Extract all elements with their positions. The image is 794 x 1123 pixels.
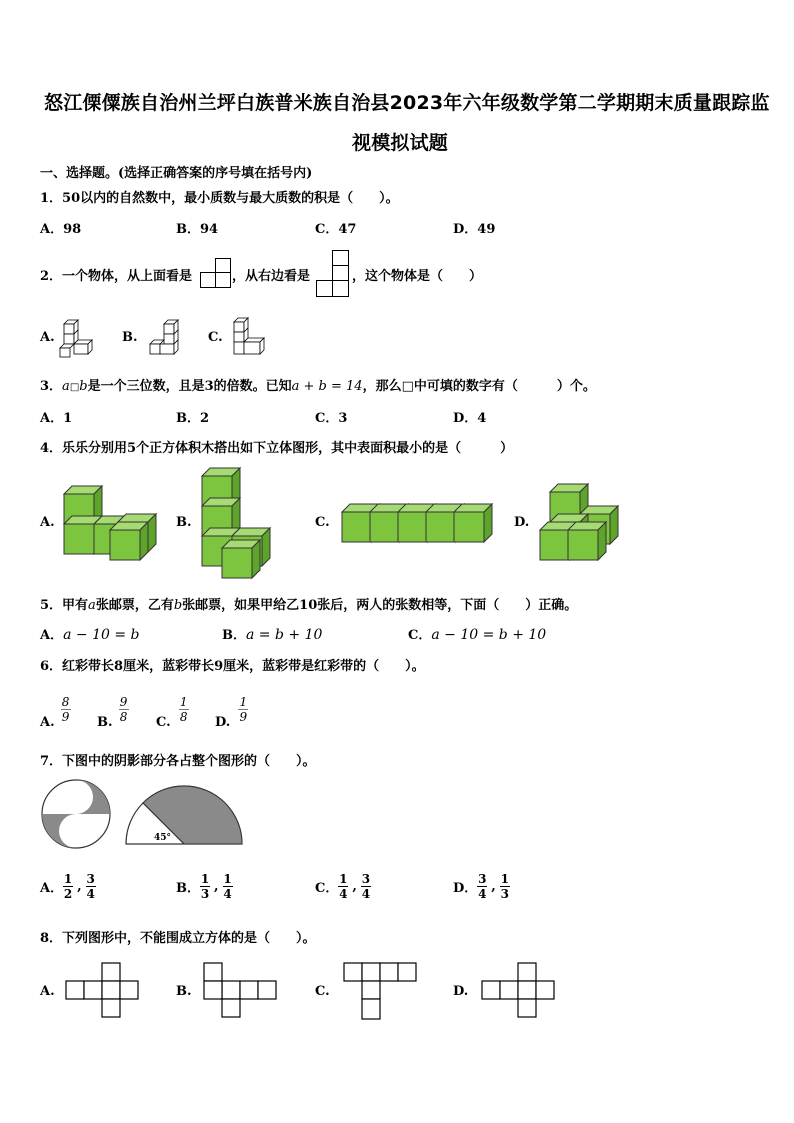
q6-c-den: 8 (179, 710, 188, 724)
q2-option-c[interactable]: C. (208, 330, 223, 345)
q8-option-c[interactable]: C. (315, 984, 330, 999)
q3-var-b: b (79, 379, 88, 394)
q7-d-f2n: 1 (500, 871, 509, 886)
q8-option-a[interactable]: A. (40, 984, 55, 999)
q1-option-c[interactable]: C．47 (315, 222, 357, 237)
q4-option-a[interactable]: A. (40, 515, 55, 530)
q6-option-a-fraction (61, 695, 71, 724)
q6-option-c[interactable] (156, 690, 189, 730)
q3-option-a[interactable]: A．1 (40, 411, 73, 426)
question-7: 7．下图中的阴影部分各占整个图形的（ ）。 (40, 754, 316, 769)
question-5 (40, 594, 577, 613)
q6-option-a-label: A. (40, 715, 55, 730)
q7-a-frac2 (86, 872, 96, 901)
q7-option-a-label: A． (40, 880, 64, 896)
q2-option-a-figure (60, 318, 96, 358)
q7-yin-yang-circle-figure (40, 778, 112, 850)
q5-option-b[interactable] (222, 624, 322, 643)
q7-b-f2d: 4 (223, 886, 232, 901)
q2-option-b-figure (146, 318, 182, 358)
question-4: 4．乐乐分别用5个正方体积木搭出如下立体图形，其中表面积最小的是（ ） (40, 441, 514, 456)
page-title-line2: 视模拟试题 (352, 132, 449, 154)
question-2-part3: ，这个物体是（ ） (352, 269, 483, 284)
q6-c-num: 1 (179, 695, 188, 709)
q6-option-b-label: B. (97, 715, 113, 730)
question-1: 1．50以内的自然数中，最小质数与最大质数的积是（ ）。 (40, 191, 399, 206)
q3-box: □ (69, 382, 80, 393)
top-view-figure (200, 258, 232, 288)
q7-b-f1d: 3 (200, 886, 210, 901)
q5-option-a-expr: a − 10 = b (63, 627, 140, 643)
q3-equation: a + b = 14 (291, 379, 363, 394)
q7-semicircle-figure (124, 782, 244, 846)
q6-d-num: 1 (239, 695, 248, 709)
q1-option-b[interactable]: B．94 (176, 222, 219, 237)
q3-prefix: 3． (40, 379, 63, 394)
section-heading: 一、选择题。(选择正确答案的序号填在括号内) (40, 166, 313, 181)
q7-option-b[interactable]: B． $\frac{1}{3}$ , $\frac{1}{4}$ (176, 871, 232, 901)
q6-option-c-fraction (179, 695, 189, 724)
q8-option-d[interactable]: D. (453, 984, 469, 999)
q6-d-den: 9 (239, 710, 248, 724)
q7-option-b-label: B． (176, 880, 200, 896)
q5-part1: 5．甲有 (40, 598, 89, 613)
q6-option-c-label: C. (156, 715, 171, 730)
q6-b-num: 9 (119, 695, 128, 709)
q6-option-a[interactable] (40, 690, 71, 730)
q7-d-f1n: 3 (478, 871, 487, 886)
q8-option-b-net (202, 962, 282, 1020)
q7-option-c[interactable]: C． $\frac{1}{4}$ , $\frac{3}{4}$ (315, 871, 371, 901)
q1-option-d[interactable]: D．49 (453, 222, 496, 237)
q3-option-b[interactable]: B．2 (176, 411, 210, 426)
question-2-part2: ，从右边看是 (232, 269, 311, 284)
q6-option-b-fraction (119, 695, 129, 724)
q5-option-c[interactable] (408, 624, 546, 643)
q2-option-b[interactable]: B. (122, 330, 138, 345)
q8-option-a-net (66, 962, 146, 1020)
q1-option-a[interactable]: A．98 (40, 222, 82, 237)
q4-option-b-figure (200, 468, 278, 584)
q7-b-f1n: 1 (200, 871, 210, 886)
q7-c-f1n: 1 (339, 871, 348, 886)
q7-d-frac1 (477, 872, 487, 901)
q7-option-d-label: D． (453, 880, 478, 896)
q7-d-f2d: 3 (500, 886, 509, 901)
question-2-part1: 2．一个物体，从上面看是 (40, 269, 193, 284)
q4-option-c[interactable]: C. (315, 515, 330, 530)
q4-option-d-figure (540, 484, 618, 564)
q2-option-a[interactable]: A. (40, 330, 55, 345)
q7-a-f2d: 4 (86, 886, 95, 901)
q7-b-frac2 (223, 872, 233, 901)
q7-option-d[interactable]: D． $\frac{3}{4}$ , $\frac{1}{3}$ (453, 871, 509, 901)
q7-d-frac2 (500, 872, 510, 901)
q7-d-f1d: 4 (478, 886, 487, 901)
q5-option-a[interactable] (40, 624, 139, 643)
q5-part2: 张邮票，乙有 (95, 598, 174, 613)
question-6: 6．红彩带长8厘米，蓝彩带长9厘米，蓝彩带是红彩带的（ ）。 (40, 659, 425, 674)
q3-option-d[interactable]: D．4 (453, 411, 487, 426)
q5-option-c-label: C． (408, 628, 432, 643)
q6-option-d-fraction (238, 695, 248, 724)
q7-c-f2n: 3 (361, 871, 371, 886)
q6-option-d-label: D. (215, 715, 231, 730)
q5-option-b-label: B． (222, 628, 246, 643)
question-8: 8．下列图形中，不能围成立方体的是（ ）。 (40, 931, 316, 946)
q7-c-f2d: 4 (361, 886, 371, 901)
q6-a-num: 8 (61, 695, 70, 709)
q5-var-a: a (88, 598, 96, 613)
page-title-line1: 怒江傈僳族自治州兰坪白族普米族自治县2023年六年级数学第二学期期末质量跟踪监 (44, 92, 770, 114)
question-3 (40, 375, 596, 394)
q7-angle-label: 45° (154, 833, 172, 843)
q8-option-c-net (342, 962, 422, 1022)
q3-option-c[interactable]: C．3 (315, 411, 348, 426)
q3-var-a: a (62, 379, 70, 394)
right-view-figure (316, 250, 350, 298)
q7-option-a[interactable]: A． $\frac{1}{2}$ , $\frac{3}{4}$ (40, 871, 95, 901)
q8-option-b[interactable]: B. (176, 984, 192, 999)
q6-a-den: 9 (61, 710, 70, 724)
q6-option-d[interactable] (215, 690, 248, 730)
q7-c-f1d: 4 (339, 886, 348, 901)
q8-option-d-net (480, 962, 560, 1020)
q3-suffix: ，那么□中可填的数字有（ ）个。 (362, 379, 596, 394)
q4-option-d[interactable]: D. (514, 515, 530, 530)
q2-option-c-figure (230, 316, 268, 358)
q5-var-b: b (173, 598, 183, 613)
q5-option-c-expr: a − 10 = b + 10 (431, 627, 547, 643)
q7-c-frac1 (338, 872, 348, 901)
q7-b-frac1 (200, 872, 210, 901)
q7-a-f2n: 3 (86, 871, 95, 886)
q4-option-b[interactable]: B. (176, 515, 192, 530)
q7-option-c-label: C． (315, 880, 339, 896)
q5-option-b-expr: a = b + 10 (246, 627, 323, 643)
q6-option-b[interactable] (97, 690, 129, 730)
q7-a-f1d: 2 (63, 886, 73, 901)
q5-part3: 张邮票，如果甲给乙10张后，两人的张数相等，下面（ ）正确。 (182, 598, 578, 613)
q5-option-a-label: A． (40, 628, 64, 643)
q7-c-frac2 (361, 872, 371, 901)
q6-b-den: 8 (119, 710, 128, 724)
q3-mid: 是一个三位数，且是3的倍数。已知 (87, 379, 292, 394)
q7-b-f2n: 1 (223, 871, 232, 886)
q4-option-c-figure (340, 502, 496, 546)
q7-a-frac1 (63, 872, 73, 901)
q4-option-a-figure (62, 484, 160, 564)
q7-a-f1n: 1 (63, 871, 73, 886)
